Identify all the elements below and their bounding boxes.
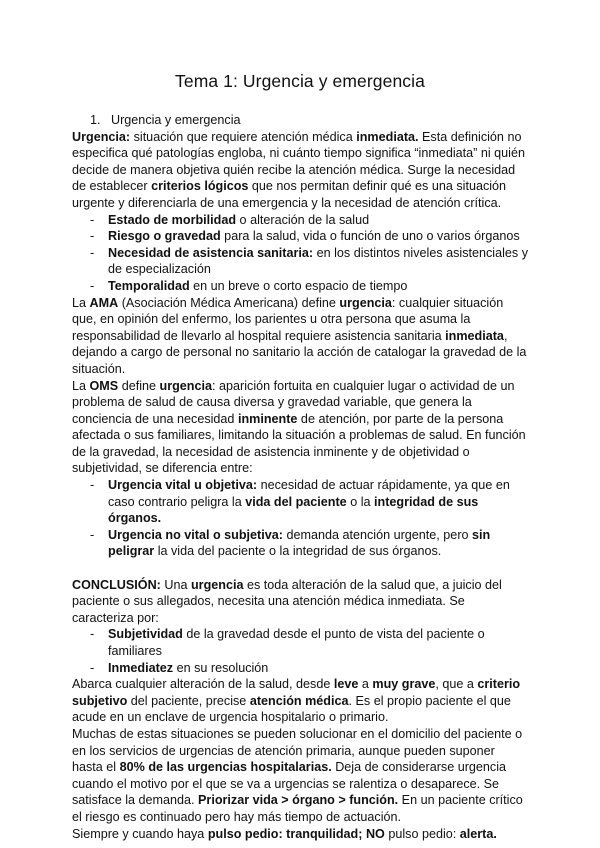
- text-run: Muchas de estas situaciones se pueden solucionar en el domicilio del paciente o en los servicios de urgencias de atención primaria, aunque pueden suponer hasta el: [72, 726, 523, 775]
- text-run: (Asociación Médica Americana) define: [118, 295, 340, 310]
- text-run: La: [72, 378, 90, 393]
- bold-text: integridad de sus órganos.: [108, 494, 479, 526]
- text-run: demanda atención urgente, pero: [282, 527, 473, 542]
- list-item: [72, 660, 528, 677]
- paragraph-oms-definition: [72, 378, 528, 478]
- bold-text: OMS: [89, 378, 119, 393]
- text-run: Esta definición no especifica qué patologías engloba, ni cuánto tiempo significa “inmediata” ni quién decide de manera objetiva quién recibe la atención médica. Surge la necesidad de establecer: [72, 129, 525, 194]
- bold-text: Urgencia no vital o subjetiva:: [108, 527, 283, 542]
- bold-text: leve: [333, 677, 359, 692]
- text-run: en su resolución: [173, 660, 269, 675]
- urgency-types-list: [72, 477, 528, 560]
- bold-text: Priorizar vida > órgano > función.: [198, 793, 399, 808]
- list-item: [72, 245, 528, 278]
- bold-text: urgencia: [190, 577, 244, 592]
- text-run: para la salud, vida o función de uno o varios órganos: [220, 229, 520, 244]
- bold-text: Urgencia vital u objetiva:: [108, 478, 258, 493]
- paragraph-pulso-pedio: [72, 826, 528, 843]
- bold-text: CONCLUSIÓN:: [72, 577, 161, 592]
- paragraph-urgencia-definition: [72, 129, 528, 212]
- criteria-list: [72, 212, 528, 295]
- text-run: situación que requiere atención médica: [130, 129, 357, 144]
- text-run: Una: [160, 577, 191, 592]
- text-run: La: [72, 295, 90, 310]
- paragraph-ama-definition: [72, 295, 528, 378]
- text-run: Abarca cualquier alteración de la salud, desde: [72, 677, 334, 692]
- bold-text: urgencia: [339, 295, 392, 310]
- text-run: , que a: [435, 677, 478, 692]
- text-run: , dejando a cargo de personal no sanitario la acción de catalogar la gravedad de la situación.: [72, 328, 527, 376]
- bold-text: vida del paciente: [245, 494, 347, 509]
- list-item: [72, 212, 528, 229]
- document-title: Tema 1: Urgencia y emergencia: [175, 71, 425, 91]
- bold-text: Urgencia:: [72, 129, 131, 144]
- text-run: de atención, por parte de la persona afectada o sus familiares, limitando la situación a problemas de salud. En función de la gravedad, la necesidad de asistencia inminente y de objetividad o subjetividad, se diferencia entre:: [72, 411, 526, 476]
- list-item: [72, 477, 528, 527]
- text-run: En un paciente crítico el riesgo es continuado pero hay más tiempo de actuación.: [72, 793, 523, 824]
- bold-text: Inmediatez: [108, 660, 174, 675]
- bold-text: alerta.: [459, 826, 497, 841]
- text-run: Deja de considerarse urgencia cuando el motivo por el que se va a urgencias se ralentiza o desaparece. Se satisface la demanda.: [72, 760, 507, 808]
- paragraph-primary-care: [72, 726, 528, 826]
- text-run: o alteración de la salud: [236, 212, 370, 227]
- text-run: Siempre y cuando haya: [72, 826, 208, 841]
- bold-text: muy grave: [372, 677, 436, 692]
- section-title: Urgencia y emergencia: [111, 113, 241, 127]
- text-run: en un breve o corto espacio de tiempo: [189, 278, 408, 293]
- text-run: la vida del paciente o la integridad de sus órganos.: [154, 544, 442, 559]
- bold-text: urgencia: [159, 378, 213, 393]
- bold-text: inminente: [237, 411, 298, 426]
- bold-text: 80% de las urgencias hospitalarias.: [119, 760, 332, 775]
- text-run: a: [358, 677, 373, 692]
- bold-text: Subjetividad: [108, 627, 183, 642]
- bold-text: sin peligrar: [108, 527, 491, 559]
- bold-text: atención médica: [249, 693, 349, 708]
- text-run: del paciente, precise: [127, 693, 250, 708]
- bold-text: Temporalidad: [108, 278, 190, 293]
- text-run: pulso pedio:: [384, 826, 460, 841]
- paragraph-conclusion: [72, 577, 528, 627]
- bold-text: pulso pedio: tranquilidad; NO: [207, 826, 385, 841]
- section-number: 1.: [90, 113, 101, 127]
- text-run: en los distintos niveles asistenciales y de especialización: [108, 245, 529, 277]
- bold-text: Riesgo o gravedad: [108, 229, 221, 244]
- bold-text: criterios lógicos: [151, 179, 249, 194]
- list-item: [72, 228, 528, 245]
- list-item: [72, 626, 528, 659]
- spacer: [72, 560, 528, 577]
- bold-text: inmediata.: [356, 129, 419, 144]
- text-run: necesidad de actuar rápidamente, ya que en caso contrario peligra la: [108, 478, 510, 509]
- bold-text: criterio subjetivo: [72, 677, 521, 708]
- text-run: : cualquier situación que, en opinión del enfermo, los parientes u otra persona que asuma la responsabilidad de llevarlo al hospital requiere asistencia sanitaria: [72, 295, 504, 343]
- list-item: [72, 527, 528, 560]
- characteristics-list: [72, 626, 528, 676]
- text-run: define: [118, 378, 160, 393]
- text-run: es toda alteración de la salud que, a juicio del paciente o sus allegados, necesita una atención médica inmediata. Se caracteriza por:: [72, 577, 502, 625]
- document-body: [72, 112, 528, 842]
- text-run: que nos permitan definir qué es una situación urgente y diferenciarla de una emergencia y la necesidad de atención crítica.: [72, 179, 507, 210]
- bold-text: inmediata: [445, 328, 504, 343]
- bold-text: Necesidad de asistencia sanitaria:: [108, 245, 314, 260]
- section-heading: [72, 112, 528, 129]
- paragraph-scope: [72, 676, 528, 726]
- text-run: de la gravedad desde el punto de vista del paciente o familiares: [108, 627, 485, 658]
- bold-text: AMA: [89, 295, 119, 310]
- bold-text: Estado de morbilidad: [108, 212, 237, 227]
- text-run: : aparición fortuita en cualquier lugar o actividad de un problema de salud de causa diversa y gravedad variable, que genera la conciencia de una necesidad: [72, 378, 515, 426]
- text-run: . Es el propio paciente el que acude en un enclave de urgencia hospitalario o primario.: [72, 693, 511, 725]
- list-item: [72, 278, 528, 295]
- text-run: o la: [346, 494, 375, 509]
